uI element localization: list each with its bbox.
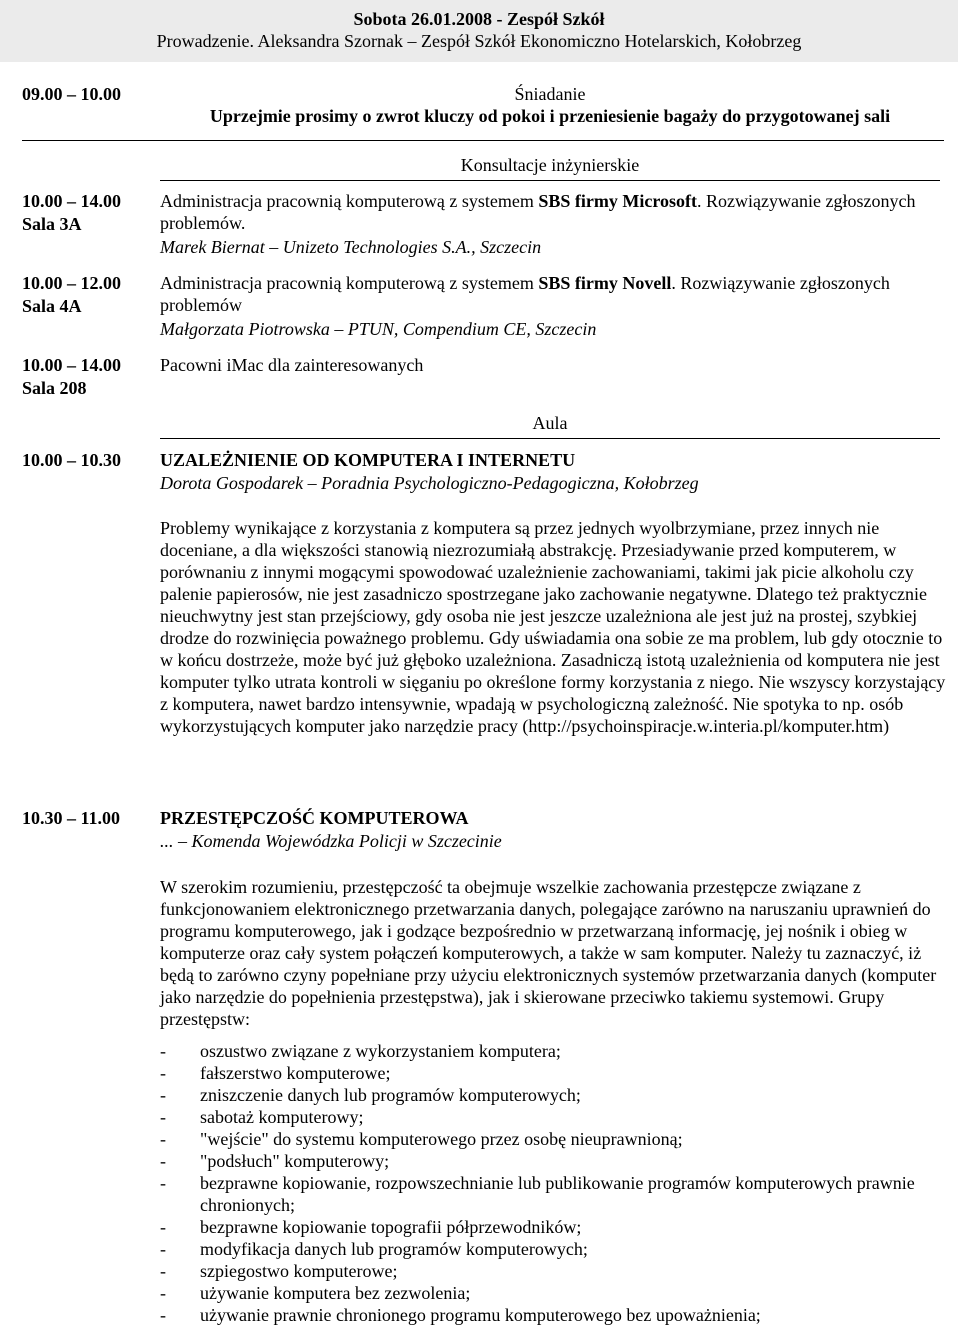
list-bullet: -: [160, 1085, 166, 1105]
list-item-text: modyfikacja danych lub programów komputerowych;: [200, 1239, 588, 1259]
breakfast-title: Śniadanie: [514, 84, 586, 104]
list-item-text: "podsłuch" komputerowy;: [200, 1151, 390, 1171]
consult-room: Sala 208: [22, 378, 87, 398]
list-bullet: -: [160, 1129, 166, 1149]
list-bullet: -: [160, 1041, 166, 1061]
talk-title: PRZESTĘPCZOŚĆ KOMPUTEROWA: [160, 808, 469, 828]
talk-body: W szerokim rozumieniu, przestępczość ta obejmuje wszelkie zachowania przestępcze związane z funkcjonowaniem elektronicznego przetwarzania danych, polegające zarówno na naruszaniu uprawnień do programu komputerowego, jak i godzące bezpośrednio w przetwarzaną informację, jej nośnik i obieg w komputerze oraz cały system połączeń komputerowych, a także w sam komputer. Należy tu zaznaczyć, iż będą to zarówno czyny popełniane przy użyciu elektronicznych systemów przetwarzania danych (komputer jako narzędzie do popełnienia przestępstwa), jak i skierowane przeciwko takiemu systemowi. Grupy przestępstw:: [160, 877, 937, 1029]
consult-room: Sala 3A: [22, 214, 82, 234]
list-item-text: bezprawne kopiowanie, rozpowszechnianie lub publikowanie programów komputerowych prawnie chronionych;: [200, 1173, 915, 1215]
list-item-text: używanie prawnie chronionego programu komputerowego bez upoważnienia;: [200, 1305, 761, 1325]
breakfast-note: Uprzejmie prosimy o zwrot kluczy od pokoi i przeniesienie bagaży do przygotowanej sali: [209, 106, 891, 126]
consult-speaker: Małgorzata Piotrowska – PTUN, Compendium CE, Szczecin: [160, 319, 597, 339]
list-bullet: -: [160, 1063, 166, 1083]
list-item-text: szpiegostwo komputerowe;: [200, 1261, 398, 1281]
consult-heading: Konsultacje inżynierskie: [460, 155, 640, 175]
divider: [160, 438, 940, 439]
list-item: [160, 1062, 940, 1084]
talk-time: 10.00 – 10.30: [22, 450, 121, 470]
page-subtitle: Prowadzenie. Aleksandra Szornak – Zespół Szkół Ekonomiczno Hotelarskich, Kołobrzeg: [156, 31, 802, 51]
list-item: [160, 1238, 940, 1260]
consult-description: Administracja pracownią komputerową z systemem SBS firmy Novell. Rozwiązywanie zgłoszonych problemów: [160, 273, 890, 315]
crime-list: [160, 1040, 940, 1326]
divider: [160, 180, 940, 181]
list-item: [160, 1106, 940, 1128]
breakfast-time: 09.00 – 10.00: [22, 84, 121, 104]
list-bullet: -: [160, 1239, 166, 1259]
list-bullet: -: [160, 1217, 166, 1237]
list-bullet: -: [160, 1283, 166, 1303]
list-item: [160, 1172, 940, 1216]
talk-time: 10.30 – 11.00: [22, 808, 121, 828]
list-item: [160, 1260, 940, 1282]
consult-description: Pacowni iMac dla zainteresowanych: [160, 355, 424, 375]
list-item: [160, 1216, 940, 1238]
aula-heading: Aula: [532, 413, 568, 433]
list-bullet: -: [160, 1151, 166, 1171]
list-item-text: sabotaż komputerowy;: [200, 1107, 364, 1127]
list-item-text: oszustwo związane z wykorzystaniem komputera;: [200, 1041, 561, 1061]
page-header: [0, 0, 958, 62]
list-item: [160, 1150, 940, 1172]
consult-time: 10.00 – 14.00: [22, 191, 121, 211]
list-bullet: -: [160, 1261, 166, 1281]
consult-time: 10.00 – 12.00: [22, 273, 121, 293]
list-item: [160, 1040, 940, 1062]
consult-time: 10.00 – 14.00: [22, 355, 121, 375]
list-item: [160, 1084, 940, 1106]
list-item-text: używanie komputera bez zezwolenia;: [200, 1283, 471, 1303]
list-bullet: -: [160, 1305, 166, 1325]
talk-speaker: Dorota Gospodarek – Poradnia Psychologiczno-Pedagogiczna, Kołobrzeg: [160, 473, 699, 493]
consult-description: Administracja pracownią komputerową z systemem SBS firmy Microsoft. Rozwiązywanie zgłoszonych problemów.: [160, 191, 916, 233]
list-bullet: -: [160, 1107, 166, 1127]
consult-room: Sala 4A: [22, 296, 82, 316]
page-title: Sobota 26.01.2008 - Zespół Szkół: [353, 9, 605, 29]
list-item: [160, 1128, 940, 1150]
list-item-text: "wejście" do systemu komputerowego przez osobę nieuprawnioną;: [200, 1129, 683, 1149]
list-item-text: bezprawne kopiowanie topografii półprzewodników;: [200, 1217, 582, 1237]
talk-speaker: ... – Komenda Wojewódzka Policji w Szczecinie: [160, 831, 502, 851]
list-bullet: -: [160, 1173, 166, 1193]
list-item-text: zniszczenie danych lub programów komputerowych;: [200, 1085, 581, 1105]
consult-speaker: Marek Biernat – Unizeto Technologies S.A., Szczecin: [160, 237, 542, 257]
list-item-text: fałszerstwo komputerowe;: [200, 1063, 391, 1083]
list-item: [160, 1282, 940, 1304]
divider: [22, 140, 944, 141]
talk-body: Problemy wynikające z korzystania z komputera są przez jednych wyolbrzymiane, przez innych nie doceniane, a dla większości stanowią niezrozumiałą abstrakcję. Przesiadywanie przed komputerem, w porównaniu z innymi mogącymi spowodować uzależnienie zachowaniami, takimi jak picie alkoholu czy palenie papierosów, nie jest zasadniczo spostrzegane jako zachowanie negatywne. Dlatego też praktycznie nieuchwytny jest stan przejściowy, gdy osoba nie jest jeszcze uzależniona ale jest już na prostej, szybkiej drodze do rozwinięcia poważnego problemu. Gdy uświadamia ona sobie ze ma problem, lub gdy otocznie to w końcu dostrzeże, może być już głęboko uzależniona. Zasadniczą istotą uzależnienia od komputera nie jest komputer tylko utrata kontroli w sięganiu po określone formy korzystania z niego. Nie wszyscy korzystający z komputera, nawet bardzo intensywnie, wpadają w psychologiczną zależność. Nie spotyka to np. osób wykorzystujących komputer jako narzędzie pracy (http://psychoinspiracje.w.interia.pl/komputer.htm): [160, 518, 946, 736]
talk-title: UZALEŻNIENIE OD KOMPUTERA I INTERNETU: [160, 450, 576, 470]
list-item: [160, 1304, 940, 1326]
